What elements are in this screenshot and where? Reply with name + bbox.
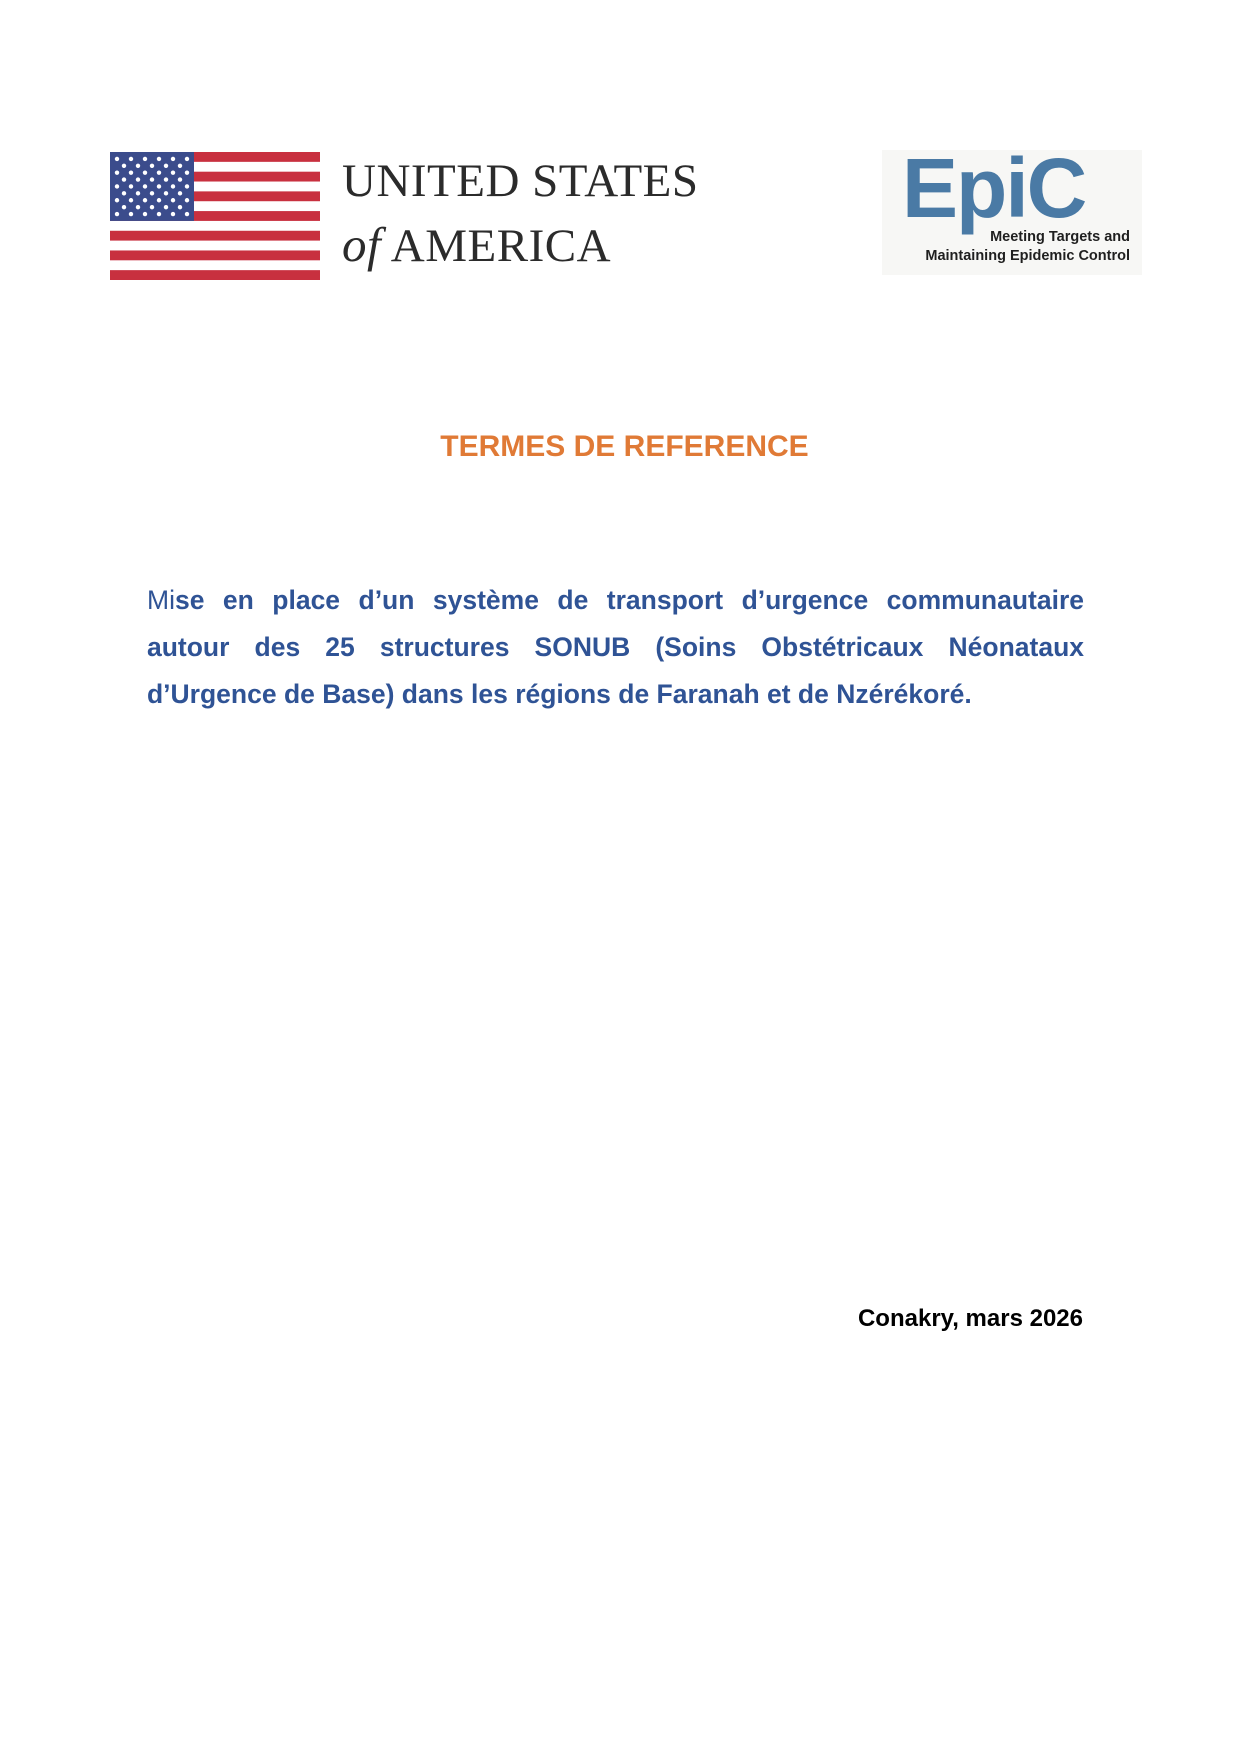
epic-tagline-line1: Meeting Targets and bbox=[990, 229, 1130, 245]
flag-stripe bbox=[110, 260, 320, 270]
flag-star bbox=[143, 157, 147, 161]
flag-star bbox=[122, 177, 126, 181]
flag-star bbox=[164, 191, 168, 195]
flag-star bbox=[150, 164, 154, 168]
usa-wordmark-of: of bbox=[342, 217, 382, 272]
document-subject-text: se en place d’un système de transport d’urgence communautaire autour des 25 structures SONUB (Soins Obstétricaux Néonataux d’Urgence de Base) dans les régions de Faranah et de Nzérékoré. bbox=[147, 585, 1084, 709]
flag-stripe bbox=[110, 231, 320, 241]
flag-star bbox=[143, 198, 147, 202]
flag-star bbox=[185, 184, 189, 188]
flag-star bbox=[115, 212, 119, 216]
flag-star bbox=[185, 198, 189, 202]
flag-star bbox=[122, 164, 126, 168]
flag-star bbox=[178, 205, 182, 209]
flag-star bbox=[178, 177, 182, 181]
usa-wordmark-america: AMERICA bbox=[390, 220, 612, 272]
flag-star bbox=[136, 191, 140, 195]
flag-stripe bbox=[110, 221, 320, 231]
flag-star bbox=[157, 212, 161, 216]
flag-stripe bbox=[110, 270, 320, 280]
flag-star bbox=[115, 198, 119, 202]
flag-star bbox=[171, 157, 175, 161]
flag-star bbox=[171, 212, 175, 216]
flag-star bbox=[164, 164, 168, 168]
flag-star bbox=[143, 184, 147, 188]
flag-star bbox=[136, 177, 140, 181]
flag-star bbox=[185, 157, 189, 161]
document-title: TERMES DE REFERENCE bbox=[440, 430, 809, 463]
usa-wordmark-line1: UNITED STATES bbox=[342, 155, 699, 207]
us-flag-icon bbox=[110, 152, 320, 280]
flag-star bbox=[157, 184, 161, 188]
flag-star bbox=[185, 212, 189, 216]
flag-star bbox=[164, 205, 168, 209]
usa-logo bbox=[110, 150, 710, 285]
flag-star bbox=[157, 170, 161, 174]
flag-star bbox=[157, 157, 161, 161]
flag-star bbox=[164, 177, 168, 181]
flag-star bbox=[143, 170, 147, 174]
flag-star bbox=[157, 198, 161, 202]
flag-star bbox=[122, 191, 126, 195]
flag-star bbox=[171, 184, 175, 188]
epic-tagline-line2: Maintaining Epidemic Control bbox=[925, 248, 1130, 264]
document-subject-initial: Mi bbox=[147, 585, 175, 615]
flag-star bbox=[129, 212, 133, 216]
flag-star bbox=[171, 170, 175, 174]
flag-star bbox=[136, 205, 140, 209]
flag-canton bbox=[110, 152, 194, 221]
flag-star bbox=[150, 177, 154, 181]
flag-stripe bbox=[110, 241, 320, 251]
flag-star bbox=[136, 164, 140, 168]
flag-star bbox=[129, 170, 133, 174]
flag-star bbox=[115, 184, 119, 188]
usa-wordmark bbox=[342, 150, 722, 285]
document-subject bbox=[147, 577, 1084, 718]
epic-wordmark: EpiC bbox=[902, 141, 1086, 235]
flag-star bbox=[178, 164, 182, 168]
flag-star bbox=[150, 191, 154, 195]
flag-star bbox=[185, 170, 189, 174]
flag-star bbox=[150, 205, 154, 209]
place-date: Conakry, mars 2026 bbox=[857, 1305, 1083, 1332]
usa-wordmark-line2 bbox=[342, 216, 611, 273]
flag-star bbox=[171, 198, 175, 202]
flag-star bbox=[122, 205, 126, 209]
flag-stripe bbox=[110, 250, 320, 260]
flag-star bbox=[143, 212, 147, 216]
flag-star bbox=[115, 157, 119, 161]
flag-star bbox=[129, 184, 133, 188]
flag-star bbox=[178, 191, 182, 195]
epic-logo bbox=[882, 141, 1142, 275]
flag-star bbox=[129, 157, 133, 161]
flag-star bbox=[115, 170, 119, 174]
flag-star bbox=[129, 198, 133, 202]
